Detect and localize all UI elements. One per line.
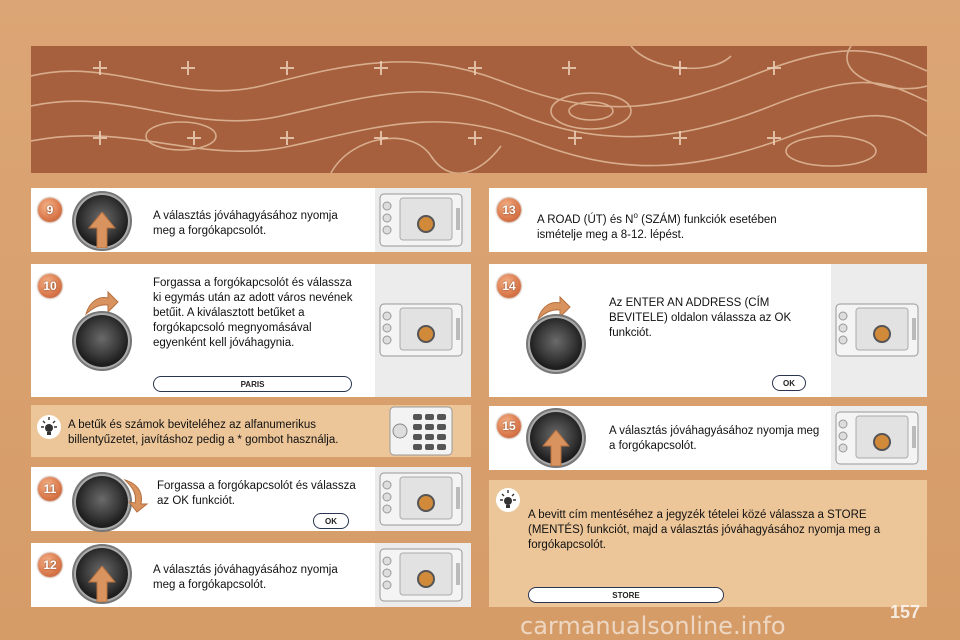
radio-panel-area <box>375 543 471 607</box>
tip-2-text: A bevitt cím mentéséhez a jegyzék tételei közé válassza a STORE (MENTÉS) funkciót, majd a választás jóváhagyásához nyomja meg a forgókapcsolót. <box>528 509 881 551</box>
step-number-badge: 11 <box>38 477 62 501</box>
paris-button-label: PARIS <box>153 376 352 392</box>
rotary-knob-icon <box>76 476 128 528</box>
watermark: carmanualsonline.info <box>520 612 786 640</box>
up-arrow-icon <box>541 430 571 466</box>
radio-unit-icon <box>378 302 464 358</box>
ok-button-label: OK <box>313 513 349 529</box>
radio-panel-area <box>831 264 927 397</box>
up-arrow-icon <box>87 212 117 248</box>
curved-arrow-icon <box>84 290 120 316</box>
radio-unit-icon <box>378 547 464 603</box>
store-button-label: STORE <box>528 587 724 603</box>
rotary-knob-icon <box>76 315 128 367</box>
step-14-text: Az ENTER AN ADDRESS (CÍM BEVITELE) oldalon válassza az OK funkciót. <box>609 297 792 339</box>
step-number-badge: 9 <box>38 198 62 222</box>
curved-arrow-icon <box>123 478 149 514</box>
lightbulb-icon <box>495 487 521 513</box>
step-number-badge: 14 <box>497 274 521 298</box>
ok-button-label: OK <box>772 375 806 391</box>
rotary-knob-icon <box>530 318 582 370</box>
topographic-banner <box>31 46 927 173</box>
radio-panel-area <box>375 264 471 397</box>
step-12-text: A választás jóváhagyásához nyomja meg a forgókapcsolót. <box>153 564 338 591</box>
step-15-text: A választás jóváhagyásához nyomja meg a forgókapcsolót. <box>609 425 820 452</box>
alphanumeric-keypad-icon <box>389 406 453 456</box>
radio-panel-area <box>375 188 471 252</box>
step-9-text: A választás jóváhagyásához nyomja meg a forgókapcsolót. <box>153 210 338 237</box>
lightbulb-icon <box>36 414 62 440</box>
radio-unit-icon <box>378 192 464 248</box>
page-number: 157 <box>889 602 920 622</box>
step-number-badge: 10 <box>38 274 62 298</box>
step-number-badge: 15 <box>497 414 521 438</box>
radio-unit-icon <box>834 302 920 358</box>
radio-unit-icon <box>834 410 920 466</box>
step-number-badge: 12 <box>38 553 62 577</box>
step-number-badge: 13 <box>497 198 521 222</box>
step-10-text: Forgassa a forgókapcsolót és válassza ki egymás után az adott város nevének betűit. A kiválasztott betűket a forgókapcsoló megnyomásával egyenként kell jóváhagynia. <box>153 277 353 349</box>
step-13-text: A ROAD (ÚT) és $N^o$ (SZÁM) funkciók esetében ismételje meg a 8-12. lépést. <box>537 211 777 241</box>
tip-1-text: A betűk és számok beviteléhez az alfanumerikus billentyűzetet, javításhoz pedig a * gombot használja. <box>68 419 339 446</box>
radio-panel-area <box>831 406 927 470</box>
step-11-text: Forgassa a forgókapcsolót és válassza az OK funkciót. <box>157 480 356 507</box>
radio-panel-area <box>375 467 471 531</box>
up-arrow-icon <box>87 566 117 602</box>
radio-unit-icon <box>378 471 464 527</box>
